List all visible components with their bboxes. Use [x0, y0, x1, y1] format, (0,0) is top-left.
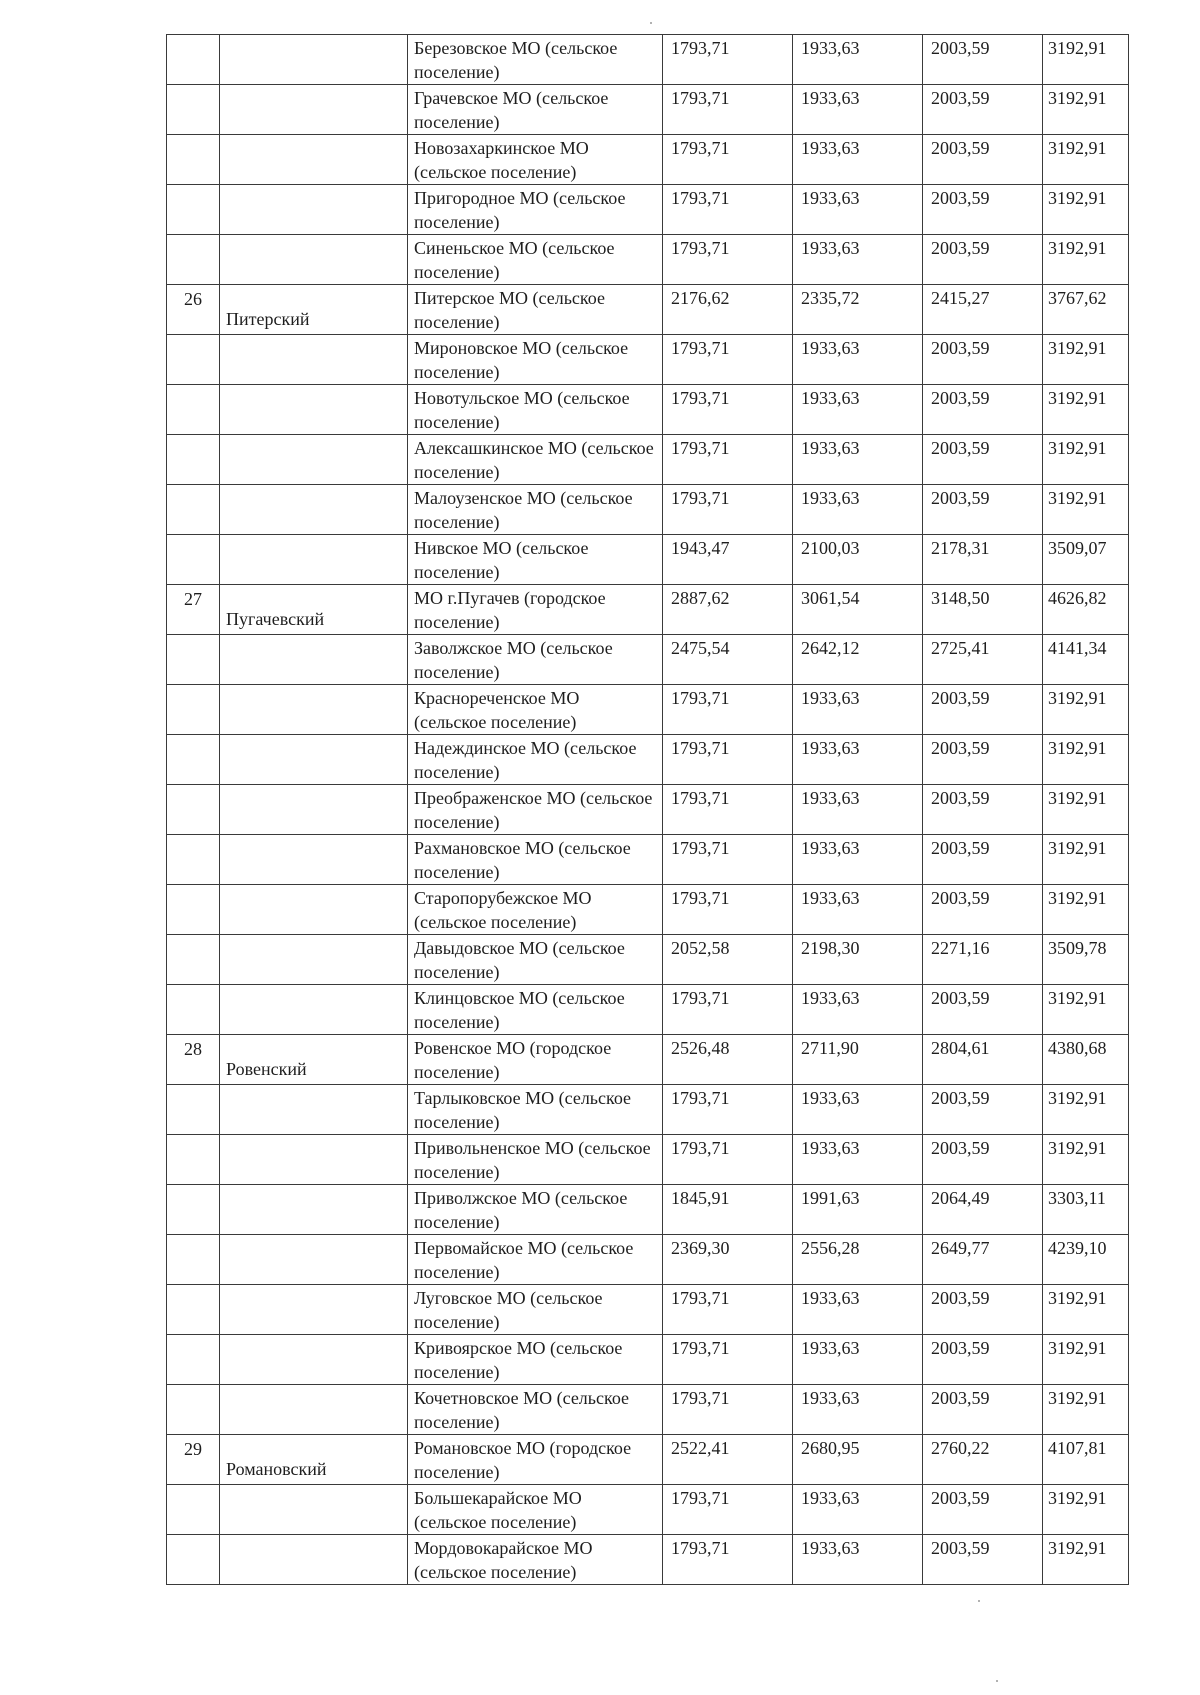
table-row — [167, 935, 1129, 985]
district-name-cell — [220, 35, 408, 85]
municipality-name-cell: Березовское МО (сельское поселение) — [408, 35, 663, 85]
value-4-cell: 3192,91 — [1043, 685, 1129, 735]
municipality-name-cell: МО г.Пугачев (городское поселение) — [408, 585, 663, 635]
municipality-name-cell: Надеждинское МО (сельское поселение) — [408, 735, 663, 785]
value-4-cell: 4239,10 — [1043, 1235, 1129, 1285]
value-2-cell: 1933,63 — [793, 335, 923, 385]
value-3-cell: 2178,31 — [923, 535, 1043, 585]
value-1-cell: 2522,41 — [663, 1435, 793, 1485]
table-row — [167, 985, 1129, 1035]
value-2-cell: 1933,63 — [793, 185, 923, 235]
value-1-cell: 1943,47 — [663, 535, 793, 585]
table-row — [167, 235, 1129, 285]
value-3-cell: 2649,77 — [923, 1235, 1043, 1285]
municipality-name-cell: Синеньское МО (сельское поселение) — [408, 235, 663, 285]
value-2-cell: 1991,63 — [793, 1185, 923, 1235]
municipality-name-cell: Клинцовское МО (сельское поселение) — [408, 985, 663, 1035]
district-name-cell: Романовский — [220, 1435, 408, 1485]
row-number-cell — [167, 835, 220, 885]
district-name-cell — [220, 1135, 408, 1185]
row-number-cell — [167, 485, 220, 535]
table-row — [167, 685, 1129, 735]
municipality-name-cell: Краснореченское МО (сельское поселение) — [408, 685, 663, 735]
table-row — [167, 1285, 1129, 1335]
row-number-cell: 27 — [167, 585, 220, 635]
district-name-cell — [220, 885, 408, 935]
municipality-name-cell: Рахмановское МО (сельское поселение) — [408, 835, 663, 885]
row-number-cell — [167, 935, 220, 985]
row-number-cell — [167, 635, 220, 685]
municipality-name-cell: Алексашкинское МО (сельское поселение) — [408, 435, 663, 485]
value-2-cell: 1933,63 — [793, 735, 923, 785]
district-name-cell — [220, 85, 408, 135]
value-2-cell: 1933,63 — [793, 785, 923, 835]
district-name-cell — [220, 835, 408, 885]
district-name-cell — [220, 985, 408, 1035]
value-2-cell: 1933,63 — [793, 435, 923, 485]
value-1-cell: 1845,91 — [663, 1185, 793, 1235]
value-3-cell: 2725,41 — [923, 635, 1043, 685]
municipality-name-cell: Преображенское МО (сельское поселение) — [408, 785, 663, 835]
district-name-cell — [220, 935, 408, 985]
row-number-cell — [167, 435, 220, 485]
value-4-cell: 3509,78 — [1043, 935, 1129, 985]
value-3-cell: 2003,59 — [923, 135, 1043, 185]
municipality-name-cell: Новозахаркинское МО (сельское поселение) — [408, 135, 663, 185]
row-number-cell — [167, 535, 220, 585]
row-number-cell — [167, 385, 220, 435]
value-3-cell: 2003,59 — [923, 185, 1043, 235]
value-4-cell: 4380,68 — [1043, 1035, 1129, 1085]
row-number-cell — [167, 1385, 220, 1435]
value-4-cell: 3192,91 — [1043, 1485, 1129, 1535]
row-number-cell — [167, 785, 220, 835]
row-number-cell: 26 — [167, 285, 220, 335]
municipality-name-cell: Питерское МО (сельское поселение) — [408, 285, 663, 335]
value-4-cell: 3767,62 — [1043, 285, 1129, 335]
municipality-name-cell: Пригородное МО (сельское поселение) — [408, 185, 663, 235]
value-4-cell: 3192,91 — [1043, 1285, 1129, 1335]
table-row — [167, 1535, 1129, 1585]
value-2-cell: 2100,03 — [793, 535, 923, 585]
value-1-cell: 1793,71 — [663, 985, 793, 1035]
municipality-name-cell: Большекарайское МО (сельское поселение) — [408, 1485, 663, 1535]
value-3-cell: 2064,49 — [923, 1185, 1043, 1235]
value-4-cell: 3192,91 — [1043, 335, 1129, 385]
district-name-cell — [220, 1085, 408, 1135]
value-2-cell: 2198,30 — [793, 935, 923, 985]
value-2-cell: 2711,90 — [793, 1035, 923, 1085]
row-number-cell — [167, 185, 220, 235]
municipality-name-cell: Заволжское МО (сельское поселение) — [408, 635, 663, 685]
value-2-cell: 1933,63 — [793, 1335, 923, 1385]
district-name-cell — [220, 235, 408, 285]
district-name-cell — [220, 185, 408, 235]
district-name-cell — [220, 685, 408, 735]
value-2-cell: 2642,12 — [793, 635, 923, 685]
table-row — [167, 135, 1129, 185]
district-name-cell — [220, 485, 408, 535]
table-row — [167, 1385, 1129, 1435]
value-3-cell: 2003,59 — [923, 235, 1043, 285]
value-3-cell: 2003,59 — [923, 1485, 1043, 1535]
table-row — [167, 1235, 1129, 1285]
row-number-cell: 28 — [167, 1035, 220, 1085]
district-name-cell — [220, 385, 408, 435]
value-1-cell: 1793,71 — [663, 835, 793, 885]
district-name-cell: Ровенский — [220, 1035, 408, 1085]
value-2-cell: 1933,63 — [793, 1085, 923, 1135]
table-row — [167, 35, 1129, 85]
table-row — [167, 1435, 1129, 1485]
municipality-name-cell: Новотульское МО (сельское поселение) — [408, 385, 663, 435]
district-name-cell — [220, 135, 408, 185]
value-4-cell: 3192,91 — [1043, 1385, 1129, 1435]
table-row — [167, 1485, 1129, 1535]
value-1-cell: 1793,71 — [663, 235, 793, 285]
value-1-cell: 1793,71 — [663, 1335, 793, 1385]
value-1-cell: 1793,71 — [663, 335, 793, 385]
municipality-name-cell: Нивское МО (сельское поселение) — [408, 535, 663, 585]
value-2-cell: 1933,63 — [793, 1485, 923, 1535]
value-4-cell: 3192,91 — [1043, 185, 1129, 235]
municipality-name-cell: Мироновское МО (сельское поселение) — [408, 335, 663, 385]
value-3-cell: 2003,59 — [923, 685, 1043, 735]
municipality-name-cell: Привольненское МО (сельское поселение) — [408, 1135, 663, 1185]
value-1-cell: 1793,71 — [663, 35, 793, 85]
district-name-cell: Питерский — [220, 285, 408, 335]
row-number-cell — [167, 985, 220, 1035]
value-1-cell: 1793,71 — [663, 685, 793, 735]
value-1-cell: 1793,71 — [663, 1485, 793, 1535]
table-row — [167, 185, 1129, 235]
table-row — [167, 835, 1129, 885]
row-number-cell — [167, 1535, 220, 1585]
row-number-cell — [167, 1185, 220, 1235]
value-4-cell: 3192,91 — [1043, 885, 1129, 935]
value-2-cell: 1933,63 — [793, 985, 923, 1035]
value-2-cell: 1933,63 — [793, 885, 923, 935]
value-4-cell: 3192,91 — [1043, 735, 1129, 785]
value-3-cell: 2003,59 — [923, 735, 1043, 785]
value-1-cell: 2475,54 — [663, 635, 793, 685]
table-row — [167, 585, 1129, 635]
value-1-cell: 2176,62 — [663, 285, 793, 335]
row-number-cell — [167, 135, 220, 185]
value-3-cell: 2003,59 — [923, 785, 1043, 835]
district-name-cell — [220, 535, 408, 585]
district-name-cell — [220, 1235, 408, 1285]
district-name-cell — [220, 1185, 408, 1235]
value-2-cell: 1933,63 — [793, 835, 923, 885]
value-4-cell: 3303,11 — [1043, 1185, 1129, 1235]
municipality-name-cell: Грачевское МО (сельское поселение) — [408, 85, 663, 135]
row-number-cell — [167, 235, 220, 285]
table-row — [167, 85, 1129, 135]
value-2-cell: 1933,63 — [793, 1535, 923, 1585]
value-1-cell: 1793,71 — [663, 735, 793, 785]
table-row — [167, 1035, 1129, 1085]
value-3-cell: 2760,22 — [923, 1435, 1043, 1485]
district-name-cell — [220, 1285, 408, 1335]
row-number-cell — [167, 1085, 220, 1135]
district-name-cell — [220, 1535, 408, 1585]
district-name-cell — [220, 435, 408, 485]
value-4-cell: 3192,91 — [1043, 435, 1129, 485]
value-3-cell: 2003,59 — [923, 1135, 1043, 1185]
value-4-cell: 3192,91 — [1043, 985, 1129, 1035]
table-row — [167, 785, 1129, 835]
value-3-cell: 2003,59 — [923, 985, 1043, 1035]
value-4-cell: 3192,91 — [1043, 785, 1129, 835]
municipality-name-cell: Мордовокарайское МО (сельское поселение) — [408, 1535, 663, 1585]
value-2-cell: 3061,54 — [793, 585, 923, 635]
municipality-name-cell: Кочетновское МО (сельское поселение) — [408, 1385, 663, 1435]
value-3-cell: 2003,59 — [923, 335, 1043, 385]
scan-speck — [650, 22, 652, 24]
value-1-cell: 2526,48 — [663, 1035, 793, 1085]
row-number-cell — [167, 335, 220, 385]
municipality-name-cell: Тарлыковское МО (сельское поселение) — [408, 1085, 663, 1135]
value-4-cell: 4141,34 — [1043, 635, 1129, 685]
municipality-name-cell: Луговское МО (сельское поселение) — [408, 1285, 663, 1335]
scan-speck — [996, 1680, 998, 1682]
value-3-cell: 2003,59 — [923, 885, 1043, 935]
value-3-cell: 2003,59 — [923, 35, 1043, 85]
table-row — [167, 1085, 1129, 1135]
value-4-cell: 3192,91 — [1043, 385, 1129, 435]
value-4-cell: 3192,91 — [1043, 85, 1129, 135]
table-row — [167, 385, 1129, 435]
row-number-cell — [167, 735, 220, 785]
row-number-cell — [167, 1485, 220, 1535]
municipality-name-cell: Ровенское МО (городское поселение) — [408, 1035, 663, 1085]
row-number-cell — [167, 885, 220, 935]
value-3-cell: 2415,27 — [923, 285, 1043, 335]
value-3-cell: 2804,61 — [923, 1035, 1043, 1085]
district-name-cell: Пугачевский — [220, 585, 408, 635]
value-3-cell: 3148,50 — [923, 585, 1043, 635]
scan-speck — [978, 1600, 980, 1602]
table-row — [167, 285, 1129, 335]
value-2-cell: 1933,63 — [793, 85, 923, 135]
value-4-cell: 3192,91 — [1043, 1085, 1129, 1135]
value-1-cell: 1793,71 — [663, 435, 793, 485]
value-1-cell: 2052,58 — [663, 935, 793, 985]
municipality-name-cell: Малоузенское МО (сельское поселение) — [408, 485, 663, 535]
table-row — [167, 885, 1129, 935]
value-3-cell: 2271,16 — [923, 935, 1043, 985]
value-3-cell: 2003,59 — [923, 1335, 1043, 1385]
value-2-cell: 2680,95 — [793, 1435, 923, 1485]
row-number-cell — [167, 1335, 220, 1385]
value-4-cell: 3192,91 — [1043, 235, 1129, 285]
value-4-cell: 3509,07 — [1043, 535, 1129, 585]
value-2-cell: 2556,28 — [793, 1235, 923, 1285]
value-3-cell: 2003,59 — [923, 385, 1043, 435]
value-3-cell: 2003,59 — [923, 1085, 1043, 1135]
district-name-cell — [220, 735, 408, 785]
value-1-cell: 1793,71 — [663, 485, 793, 535]
row-number-cell — [167, 1285, 220, 1335]
table-row — [167, 485, 1129, 535]
district-name-cell — [220, 785, 408, 835]
municipality-name-cell: Приволжское МО (сельское поселение) — [408, 1185, 663, 1235]
value-1-cell: 1793,71 — [663, 885, 793, 935]
value-4-cell: 3192,91 — [1043, 835, 1129, 885]
table-body — [167, 35, 1129, 1585]
value-1-cell: 1793,71 — [663, 1135, 793, 1185]
table-row — [167, 1185, 1129, 1235]
value-2-cell: 1933,63 — [793, 135, 923, 185]
table-row — [167, 435, 1129, 485]
value-1-cell: 1793,71 — [663, 785, 793, 835]
municipality-name-cell: Романовское МО (городское поселение) — [408, 1435, 663, 1485]
value-1-cell: 2369,30 — [663, 1235, 793, 1285]
value-4-cell: 3192,91 — [1043, 35, 1129, 85]
value-2-cell: 1933,63 — [793, 35, 923, 85]
value-1-cell: 1793,71 — [663, 185, 793, 235]
value-1-cell: 1793,71 — [663, 1285, 793, 1335]
value-2-cell: 1933,63 — [793, 385, 923, 435]
value-2-cell: 1933,63 — [793, 485, 923, 535]
municipality-name-cell: Давыдовское МО (сельское поселение) — [408, 935, 663, 985]
row-number-cell — [167, 1235, 220, 1285]
value-2-cell: 1933,63 — [793, 235, 923, 285]
value-1-cell: 1793,71 — [663, 1535, 793, 1585]
value-1-cell: 1793,71 — [663, 385, 793, 435]
value-1-cell: 1793,71 — [663, 1085, 793, 1135]
value-1-cell: 1793,71 — [663, 1385, 793, 1435]
row-number-cell: 29 — [167, 1435, 220, 1485]
municipality-name-cell: Старопорубежское МО (сельское поселение) — [408, 885, 663, 935]
value-1-cell: 2887,62 — [663, 585, 793, 635]
value-2-cell: 2335,72 — [793, 285, 923, 335]
district-name-cell — [220, 335, 408, 385]
district-name-cell — [220, 1485, 408, 1535]
row-number-cell — [167, 85, 220, 135]
value-3-cell: 2003,59 — [923, 835, 1043, 885]
municipality-name-cell: Первомайское МО (сельское поселение) — [408, 1235, 663, 1285]
value-4-cell: 3192,91 — [1043, 1335, 1129, 1385]
value-2-cell: 1933,63 — [793, 1135, 923, 1185]
table-row — [167, 735, 1129, 785]
table-row — [167, 1335, 1129, 1385]
value-4-cell: 3192,91 — [1043, 135, 1129, 185]
value-2-cell: 1933,63 — [793, 1285, 923, 1335]
municipality-name-cell: Кривоярское МО (сельское поселение) — [408, 1335, 663, 1385]
value-2-cell: 1933,63 — [793, 685, 923, 735]
value-1-cell: 1793,71 — [663, 85, 793, 135]
value-4-cell: 4107,81 — [1043, 1435, 1129, 1485]
value-4-cell: 4626,82 — [1043, 585, 1129, 635]
row-number-cell — [167, 685, 220, 735]
district-name-cell — [220, 635, 408, 685]
table-row — [167, 335, 1129, 385]
value-3-cell: 2003,59 — [923, 1385, 1043, 1435]
tariff-table — [166, 34, 1129, 1585]
value-3-cell: 2003,59 — [923, 485, 1043, 535]
table-row — [167, 635, 1129, 685]
value-3-cell: 2003,59 — [923, 85, 1043, 135]
row-number-cell — [167, 35, 220, 85]
value-4-cell: 3192,91 — [1043, 485, 1129, 535]
value-1-cell: 1793,71 — [663, 135, 793, 185]
value-2-cell: 1933,63 — [793, 1385, 923, 1435]
row-number-cell — [167, 1135, 220, 1185]
value-4-cell: 3192,91 — [1043, 1135, 1129, 1185]
table-row — [167, 1135, 1129, 1185]
table-row — [167, 535, 1129, 585]
value-3-cell: 2003,59 — [923, 1285, 1043, 1335]
value-3-cell: 2003,59 — [923, 1535, 1043, 1585]
district-name-cell — [220, 1385, 408, 1435]
value-3-cell: 2003,59 — [923, 435, 1043, 485]
district-name-cell — [220, 1335, 408, 1385]
value-4-cell: 3192,91 — [1043, 1535, 1129, 1585]
